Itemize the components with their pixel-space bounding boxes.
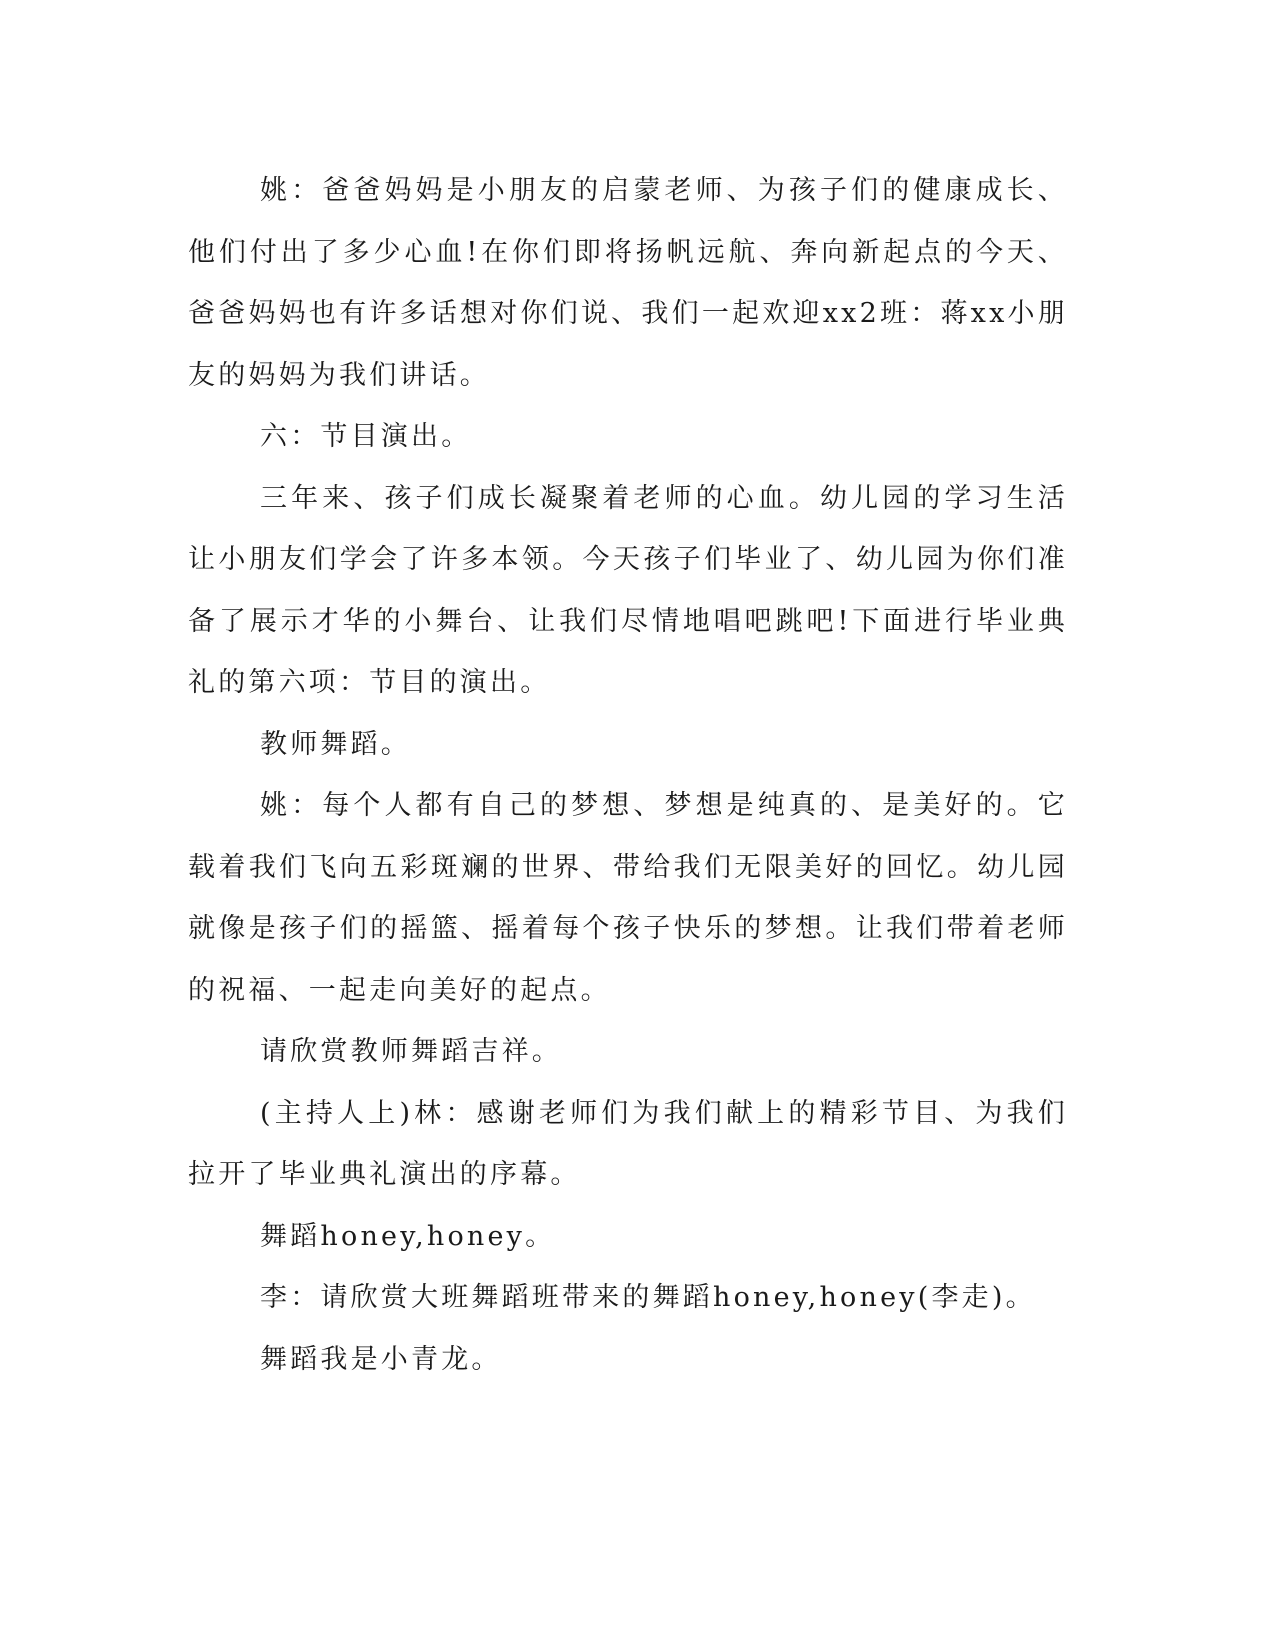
paragraph-dance-honey: 舞蹈honey,honey。 xyxy=(260,1220,556,1252)
paragraph-teacher-dance-jixiang: 请欣赏教师舞蹈吉祥。 xyxy=(260,1036,562,1067)
paragraph-yao-parents-speech: 姚：爸爸妈妈是小朋友的启蒙老师、为孩子们的健康成长、他们付出了多少心血!在你们即将扬帆远航、奔向新起点的今天、爸爸妈妈也有许多话想对你们说、我们一起欢迎xx2班：蒋xx小朋友的妈妈为我们讲话。 xyxy=(188,175,1068,391)
document-body xyxy=(188,160,1068,1390)
paragraph-dance-little-dragon: 舞蹈我是小青龙。 xyxy=(260,1343,502,1375)
paragraph-yao-dreams: 姚：每个人都有自己的梦想、梦想是纯真的、是美好的。它载着我们飞向五彩斑斓的世界、带给我们无限美好的回忆。幼儿园就像是孩子们的摇篮、摇着每个孩子快乐的梦想。让我们带着老师的祝福、一起走向美好的起点。 xyxy=(188,790,1068,1006)
paragraph-host-lin-thanks: (主持人上)林：感谢老师们为我们献上的精彩节目、为我们拉开了毕业典礼演出的序幕。 xyxy=(188,1097,1068,1190)
paragraph-teacher-dance: 教师舞蹈。 xyxy=(260,728,411,760)
paragraph-three-years-intro: 三年来、孩子们成长凝聚着老师的心血。幼儿园的学习生活让小朋友们学会了许多本领。今天孩子们毕业了、幼儿园为你们准备了展示才华的小舞台、让我们尽情地唱吧跳吧!下面进行毕业典礼的第六项：节目的演出。 xyxy=(188,482,1068,698)
paragraph-section-six-heading: 六：节目演出。 xyxy=(260,421,472,452)
paragraph-li-dance-intro: 李：请欣赏大班舞蹈班带来的舞蹈honey,honey(李走)。 xyxy=(260,1282,1036,1313)
